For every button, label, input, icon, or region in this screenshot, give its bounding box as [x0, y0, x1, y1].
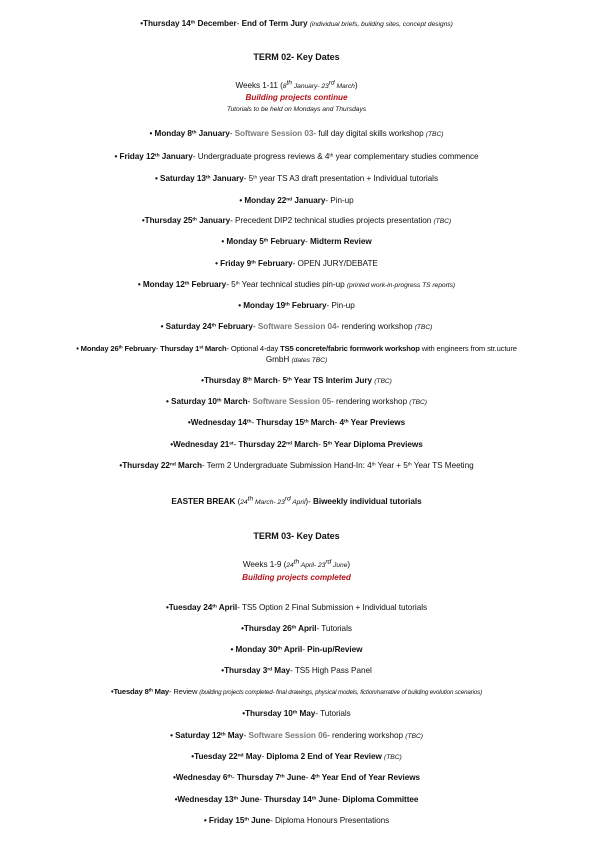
- line-text: • Saturday 24: [160, 322, 212, 331]
- line-text: - full day digital skills workshop: [313, 129, 426, 138]
- ordinal-suffix: th: [292, 710, 298, 716]
- schedule-line: [0, 772, 593, 783]
- ordinal-suffix: th: [286, 79, 292, 87]
- line-text: March: [251, 376, 278, 385]
- line-text: Diploma Committee: [342, 795, 419, 804]
- line-text: (TBC): [433, 218, 452, 225]
- schedule-line: [0, 665, 593, 676]
- line-text: June: [331, 562, 348, 569]
- line-text: year TS A3 draft presentation + Individual tutorials: [257, 174, 438, 183]
- line-text: Year TS Interim Jury: [291, 376, 372, 385]
- schedule-line: [0, 559, 593, 571]
- line-text: 5: [282, 376, 288, 385]
- schedule-line: [0, 794, 593, 805]
- line-text: April: [281, 645, 303, 654]
- line-text: • Friday 15: [203, 816, 245, 825]
- line-text: - Pin-up: [325, 196, 354, 205]
- schedule-line: [0, 496, 593, 508]
- line-text: Midterm Review: [310, 237, 372, 246]
- line-text: - Undergraduate progress reviews & 4: [192, 152, 330, 161]
- line-text: Building projects completed: [242, 573, 351, 582]
- ordinal-suffix: th: [233, 796, 239, 802]
- line-text: February: [189, 280, 227, 289]
- line-text: February: [268, 237, 306, 246]
- schedule-line: [0, 258, 593, 269]
- line-text: EASTER BREAK: [171, 497, 236, 506]
- line-text: February: [289, 301, 327, 310]
- ordinal-suffix: th: [247, 495, 254, 503]
- line-text: • Monday 19: [238, 301, 286, 310]
- ordinal-suffix: th: [277, 646, 282, 652]
- schedule-line: [0, 572, 593, 583]
- line-text: March: [334, 83, 355, 90]
- line-text: -: [155, 344, 161, 353]
- line-text: June: [238, 795, 260, 804]
- schedule-line: [0, 686, 593, 698]
- line-text: May: [272, 666, 291, 675]
- ordinal-suffix: th: [251, 260, 256, 266]
- line-text: 24: [240, 499, 248, 506]
- schedule-line: [0, 708, 593, 719]
- ordinal-suffix: nd: [169, 462, 176, 468]
- line-text: May: [243, 752, 262, 761]
- ordinal-suffix: th: [287, 377, 292, 383]
- line-text: • Monday 30: [230, 645, 278, 654]
- line-text: (TBC): [409, 399, 427, 406]
- line-text: -: [337, 795, 343, 804]
- schedule-line: [0, 173, 593, 184]
- line-text: Software Session 04: [257, 322, 337, 331]
- line-text: • Monday 26: [76, 344, 119, 353]
- line-text: - Optional 4-day: [226, 344, 281, 353]
- ordinal-suffix: th: [315, 774, 320, 780]
- line-text: •Wednesday 6: [172, 773, 228, 782]
- line-text: March: [175, 461, 202, 470]
- line-text: -: [302, 645, 308, 654]
- line-text: •Tuesday 24: [165, 603, 213, 612]
- line-text: • Monday 8: [149, 129, 192, 138]
- ordinal-suffix: th: [263, 238, 269, 244]
- line-text: Year TS Meeting: [411, 461, 474, 470]
- line-text: 4: [339, 418, 345, 427]
- schedule-line: [0, 279, 593, 291]
- ordinal-suffix: th: [253, 175, 258, 181]
- ordinal-suffix: th: [216, 398, 222, 404]
- schedule-line: [0, 151, 593, 162]
- line-text: GmbH: [265, 355, 292, 364]
- line-text: Year Diploma Previews: [332, 440, 423, 449]
- ordinal-suffix: st: [229, 441, 234, 447]
- line-text: January: [196, 216, 231, 225]
- line-text: January: [159, 152, 193, 161]
- line-text: Tutorials to be held on Mondays and Thursdays: [226, 106, 367, 113]
- line-text: Biweekly individual tutorials: [312, 497, 422, 506]
- line-text: May: [152, 687, 169, 696]
- line-text: ): [347, 560, 351, 569]
- ordinal-suffix: th: [235, 281, 240, 287]
- line-text: Thursday 7: [236, 773, 281, 782]
- line-text: (TBC): [425, 131, 444, 138]
- line-text: -: [252, 322, 258, 331]
- line-text: -: [247, 397, 253, 406]
- line-text: -: [231, 773, 237, 782]
- line-text: January: [196, 129, 230, 138]
- line-text: Weeks 1-9 (: [242, 560, 287, 569]
- line-text: January- 23: [292, 83, 329, 90]
- line-text: -: [334, 418, 340, 427]
- line-text: - Pin-up: [326, 301, 355, 310]
- ordinal-suffix: th: [285, 302, 290, 308]
- line-text: June: [316, 795, 338, 804]
- line-text: - rendering workshop: [336, 322, 415, 331]
- schedule-line: [0, 195, 593, 206]
- line-text: January: [210, 174, 244, 183]
- ordinal-suffix: st: [199, 344, 203, 350]
- schedule-line: [0, 460, 593, 471]
- line-text: - TS5 High Pass Panel: [290, 666, 372, 675]
- line-text: - OPEN JURY/DEBATE: [292, 259, 378, 268]
- line-text: •Tuesday 8: [110, 687, 149, 696]
- line-text: • Friday 9: [215, 259, 252, 268]
- line-text: 4: [310, 773, 316, 782]
- line-text: March: [291, 440, 319, 449]
- line-text: Thursday 22: [238, 440, 287, 449]
- line-text: Thursday 14: [264, 795, 312, 804]
- ordinal-suffix: th: [220, 732, 226, 738]
- line-text: June: [248, 816, 271, 825]
- schedule-line: [0, 396, 593, 408]
- ordinal-suffix: th: [184, 281, 190, 287]
- ordinal-suffix: th: [329, 153, 334, 159]
- ordinal-suffix: rd: [325, 558, 332, 566]
- schedule-line: [0, 602, 593, 613]
- line-text: (TBC): [414, 324, 433, 331]
- line-text: Year + 5: [375, 461, 408, 470]
- line-text: - Diploma Honours Presentations: [270, 816, 390, 825]
- line-text: (dates TBC): [291, 357, 328, 364]
- line-text: TERM 03- Key Dates: [253, 531, 340, 541]
- line-text: year complementary studies commence: [333, 152, 479, 161]
- line-text: • Monday 12: [137, 280, 185, 289]
- schedule-line: [0, 300, 593, 311]
- schedule-line: [0, 623, 593, 634]
- line-text: May: [225, 731, 244, 740]
- schedule-line: [0, 103, 593, 115]
- schedule-line: [0, 92, 593, 103]
- line-text: Year technical studies pin-up: [239, 280, 347, 289]
- line-text: Software Session 06: [248, 731, 328, 740]
- ordinal-suffix: th: [211, 323, 217, 329]
- ordinal-suffix: nd: [237, 753, 244, 759]
- line-text: -: [236, 19, 242, 28]
- line-text: with engineers from str.ucture: [419, 344, 517, 353]
- schedule-line: [0, 321, 593, 333]
- line-text: •Thursday 3: [221, 666, 268, 675]
- line-text: (individual briefs, building sites, concept designs): [309, 21, 453, 28]
- ordinal-suffix: th: [244, 817, 249, 823]
- ordinal-suffix: th: [205, 175, 211, 181]
- line-text: 24: [286, 562, 294, 569]
- line-text: Pin-up/Review: [307, 645, 363, 654]
- line-text: February: [122, 344, 156, 353]
- schedule-line: [0, 215, 593, 227]
- schedule-line: [0, 80, 593, 92]
- line-text: -: [233, 440, 239, 449]
- schedule-line: [0, 815, 593, 826]
- line-text: )-: [305, 497, 313, 506]
- line-text: 8: [282, 83, 287, 90]
- line-text: Weeks 1-11 (: [235, 81, 283, 90]
- ordinal-suffix: th: [303, 419, 309, 425]
- line-text: • Saturday 13: [155, 174, 206, 183]
- line-text: • Saturday 12: [170, 731, 221, 740]
- line-text: (printed work-in-progress TS reports): [346, 282, 456, 289]
- line-text: - Review: [169, 687, 200, 696]
- ordinal-suffix: th: [155, 153, 160, 159]
- line-text: TS5 concrete/fabric formwork workshop: [280, 344, 420, 353]
- line-text: • Saturday 10: [166, 397, 217, 406]
- line-text: • Monday 5: [221, 237, 264, 246]
- ordinal-suffix: th: [192, 217, 197, 223]
- line-text: December: [195, 19, 237, 28]
- ordinal-suffix: th: [118, 344, 123, 350]
- line-text: January: [292, 196, 326, 205]
- line-text: (TBC): [405, 733, 423, 740]
- ordinal-suffix: nd: [286, 197, 293, 203]
- ordinal-suffix: th: [291, 625, 297, 631]
- line-text: •Thursday 8: [201, 376, 248, 385]
- ordinal-suffix: th: [212, 604, 217, 610]
- line-text: -: [318, 440, 323, 449]
- schedule-line: [0, 236, 593, 247]
- line-text: April: [296, 624, 317, 633]
- schedule-line: [0, 354, 593, 366]
- ordinal-suffix: rd: [328, 79, 335, 87]
- line-text: Thursday 15: [256, 418, 304, 427]
- schedule-line: [0, 375, 593, 387]
- schedule-line: [0, 439, 593, 450]
- line-text: -: [305, 773, 311, 782]
- line-text: - 5: [226, 280, 236, 289]
- line-text: Thursday 1: [160, 344, 200, 353]
- line-text: •Thursday 22: [119, 461, 170, 470]
- ordinal-suffix: th: [190, 20, 196, 26]
- line-text: •Tuesday 22: [191, 752, 238, 761]
- ordinal-suffix: th: [280, 774, 285, 780]
- schedule-line: [0, 52, 593, 63]
- line-text: April: [290, 499, 306, 506]
- schedule-line: [0, 18, 593, 30]
- ordinal-suffix: rd: [267, 667, 273, 673]
- line-text: March- 23: [253, 499, 285, 506]
- line-text: - Tutorials: [315, 709, 351, 718]
- line-text: -: [243, 731, 249, 740]
- ordinal-suffix: th: [227, 774, 232, 780]
- line-text: • Friday 12: [114, 152, 155, 161]
- line-text: •Wednesday 14: [187, 418, 247, 427]
- ordinal-suffix: th: [293, 558, 300, 566]
- line-text: Building projects continue: [245, 93, 348, 102]
- line-text: •Thursday 10: [242, 709, 293, 718]
- schedule-line: [0, 417, 593, 428]
- line-text: •Thursday 25: [141, 216, 193, 225]
- line-text: June: [284, 773, 306, 782]
- line-text: March: [202, 344, 227, 353]
- line-text: Year Previews: [348, 418, 406, 427]
- line-text: -: [229, 129, 235, 138]
- line-text: (TBC): [374, 378, 392, 385]
- ordinal-suffix: rd: [284, 495, 291, 503]
- line-text: - Precedent DIP2 technical studies projects presentation: [230, 216, 434, 225]
- line-text: Year End of Year Reviews: [319, 773, 421, 782]
- line-text: April- 23: [299, 562, 326, 569]
- ordinal-suffix: th: [344, 419, 349, 425]
- line-text: (TBC): [384, 754, 402, 761]
- line-text: -: [261, 752, 267, 761]
- line-text: - rendering workshop: [327, 731, 406, 740]
- line-text: Diploma 2 End of Year Review: [266, 752, 382, 761]
- ordinal-suffix: th: [311, 796, 317, 802]
- line-text: (: [235, 497, 241, 506]
- line-text: - 5: [243, 174, 254, 183]
- line-text: Software Session 03: [234, 129, 314, 138]
- line-text: -: [305, 237, 311, 246]
- line-text: May: [297, 709, 316, 718]
- ordinal-suffix: th: [407, 462, 412, 468]
- line-text: •Thursday 14: [140, 19, 191, 28]
- line-text: •Thursday 26: [241, 624, 292, 633]
- schedule-line: [0, 644, 593, 655]
- line-text: • Monday 22: [239, 196, 287, 205]
- line-text: •Wednesday 21: [170, 440, 230, 449]
- ordinal-suffix: th: [327, 441, 333, 447]
- line-text: ): [354, 81, 358, 90]
- line-text: February: [216, 322, 253, 331]
- line-text: TERM 02- Key Dates: [253, 52, 340, 62]
- line-text: - Term 2 Undergraduate Submission Hand-In: 4: [201, 461, 372, 470]
- schedule-line: [0, 531, 593, 542]
- line-text: March: [308, 418, 335, 427]
- schedule-line: [0, 730, 593, 742]
- line-text: •Wednesday 13: [174, 795, 234, 804]
- line-text: -: [277, 376, 283, 385]
- ordinal-suffix: th: [246, 419, 252, 425]
- line-text: (building projects completed- final drawings, physical models, fiction/narrative of building evolution scenarios): [199, 689, 483, 696]
- ordinal-suffix: th: [148, 687, 153, 693]
- line-text: March: [221, 397, 248, 406]
- line-text: 5: [322, 440, 328, 449]
- line-text: April: [216, 603, 238, 612]
- line-text: Software Session 05: [252, 397, 332, 406]
- ordinal-suffix: th: [191, 130, 197, 136]
- schedule-line: [0, 343, 593, 354]
- line-text: -: [251, 418, 257, 427]
- line-text: - rendering workshop: [331, 397, 410, 406]
- schedule-line: [0, 751, 593, 763]
- line-text: February: [255, 259, 293, 268]
- schedule-line: [0, 128, 593, 140]
- ordinal-suffix: th: [247, 377, 252, 383]
- ordinal-suffix: th: [371, 462, 376, 468]
- ordinal-suffix: nd: [286, 441, 292, 447]
- line-text: End of Term Jury: [241, 19, 308, 28]
- line-text: - TS5 Option 2 Final Submission + Individual tutorials: [237, 603, 428, 612]
- line-text: - Tutorials: [316, 624, 352, 633]
- line-text: -: [259, 795, 265, 804]
